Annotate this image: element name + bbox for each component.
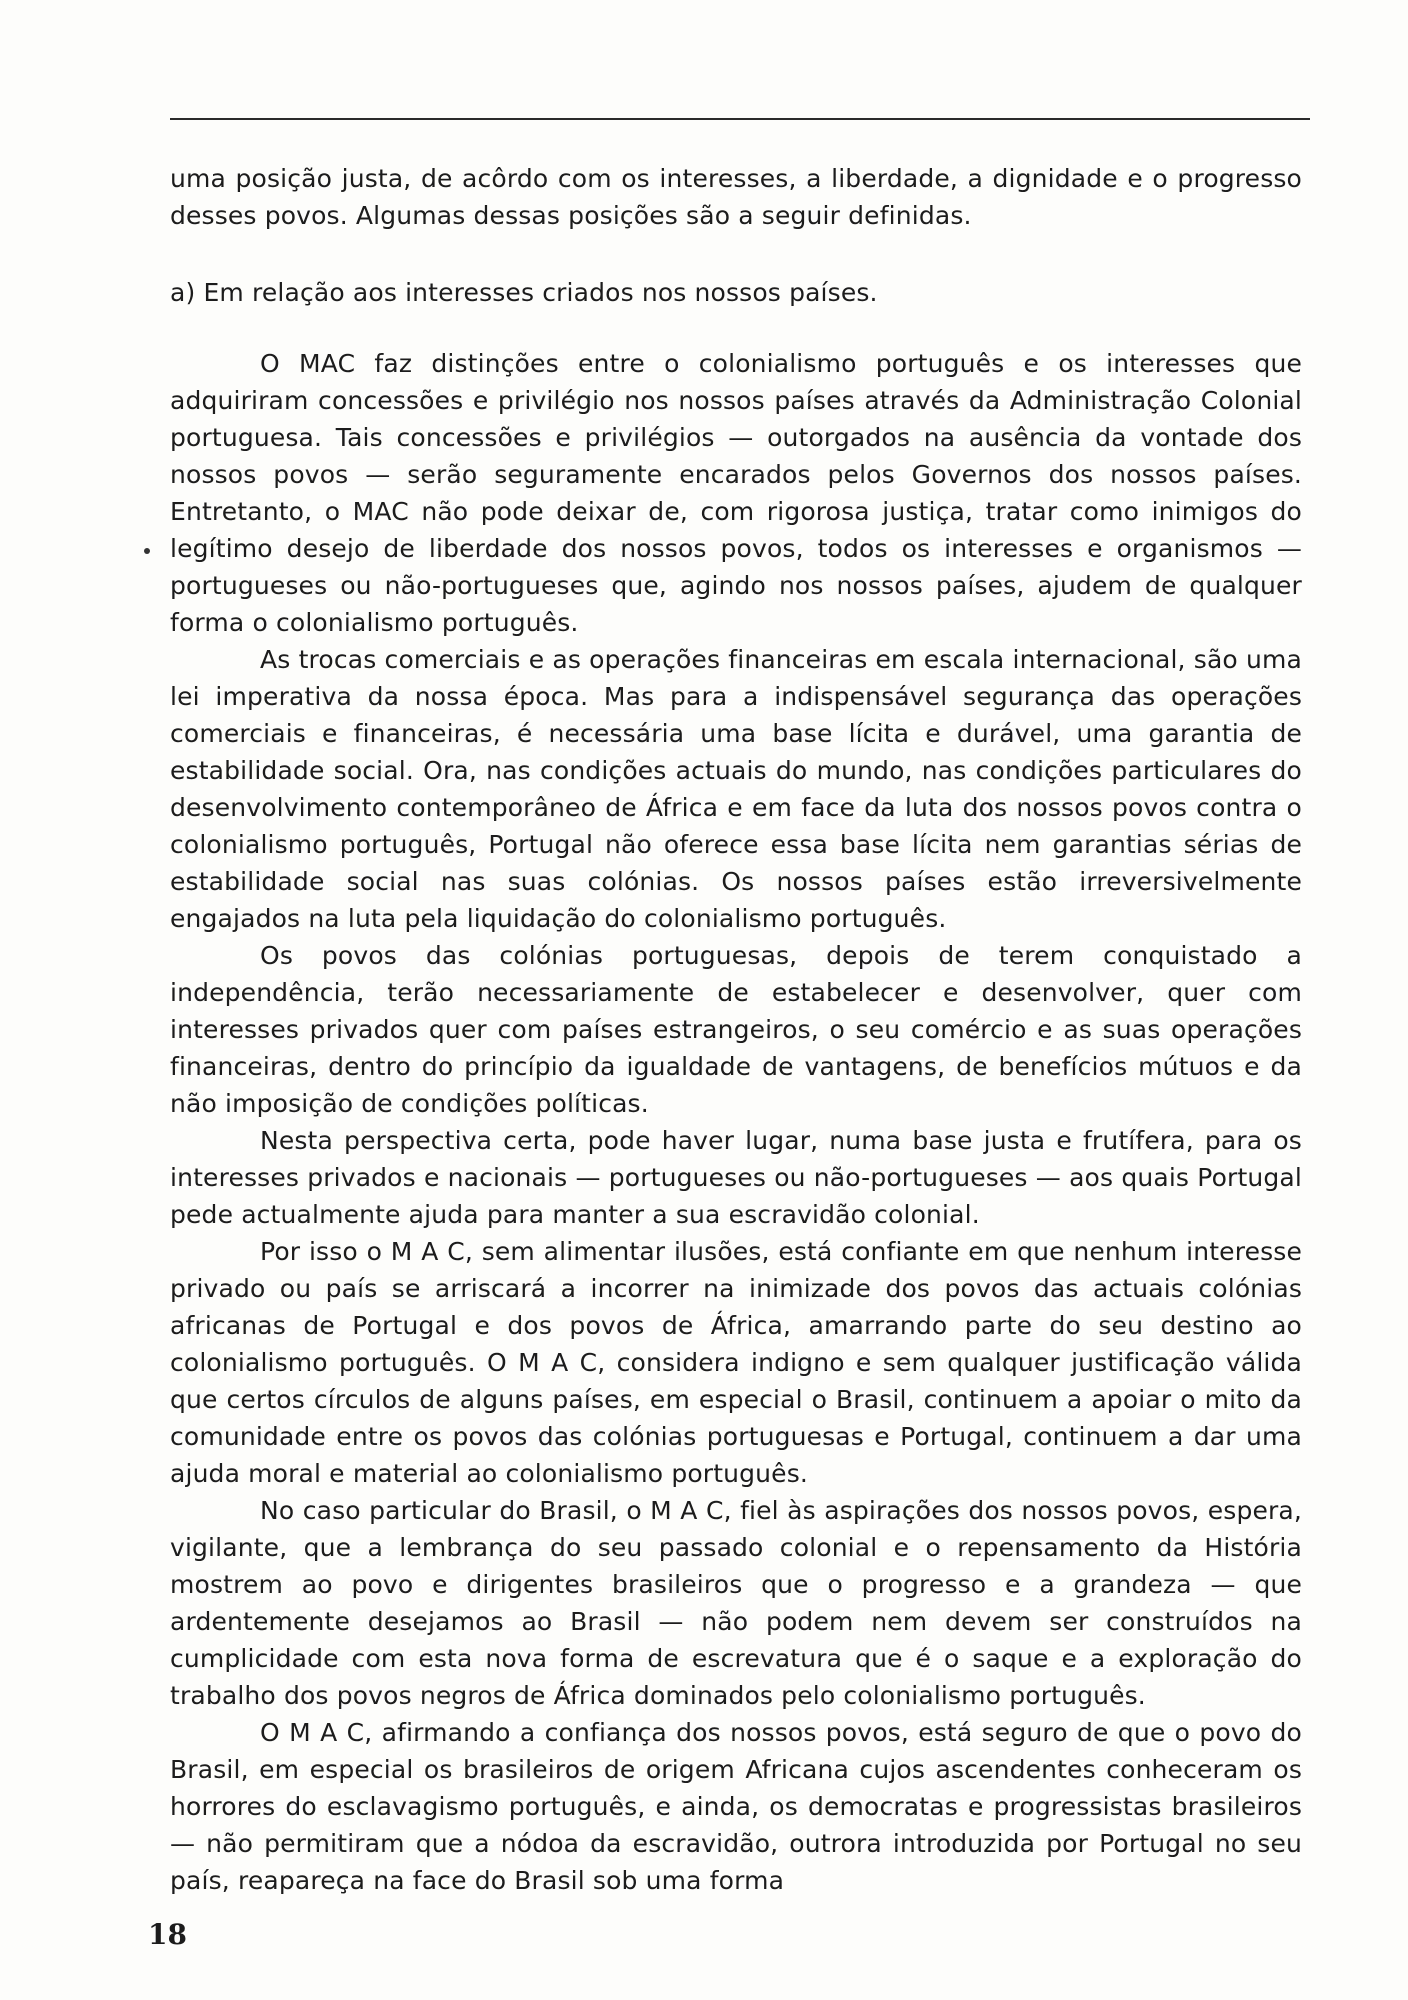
- margin-mark: [144, 548, 150, 554]
- paragraph-continuation: uma posição justa, de acôrdo com os interesses, a liberdade, a dignidade e o progresso desses povos. Algumas dessas posições são a seguir definidas.: [170, 164, 1302, 230]
- paragraph: No caso particular do Brasil, o M A C, fiel às aspirações dos nossos povos, espera, vigilante, que a lembrança do seu passado colonial e o repensamento da História mostrem ao povo e dirigentes brasileiros que o progresso e a grandeza — que ardentemente desejamos ao Brasil — não podem nem devem ser construídos na cumplicidade com esta nova forma de escrevatura que é o saque e a exploração do trabalho dos povos negros de África dominados pelo colonialismo português.: [170, 1496, 1302, 1710]
- section-heading: a) Em relação aos interesses criados nos nossos países.: [170, 278, 878, 307]
- paragraph: Por isso o M A C, sem alimentar ilusões, está confiante em que nenhum interesse privado ou país se arriscará a incorrer na inimizade dos povos das actuais colónias africanas de Portugal e dos povos de África, amarrando parte do seu destino ao colonialismo português. O M A C, considera indigno e sem qualquer justificação válida que certos círculos de alguns países, em especial o Brasil, continuem a apoiar o mito da comunidade entre os povos das colónias portuguesas e Portugal, continuem a dar uma ajuda moral e material ao colonialismo português.: [170, 1237, 1302, 1488]
- paragraph: O M A C, afirmando a confiança dos nossos povos, está seguro de que o povo do Brasil, em especial os brasileiros de origem Africana cujos ascendentes conheceram os horrores do esclavagismo português, e ainda, os democratas e progressistas brasileiros — não permitiram que a nódoa da escravidão, outrora introduzida por Portugal no seu país, reapareça na face do Brasil sob uma forma: [170, 1718, 1302, 1895]
- paragraph: As trocas comerciais e as operações financeiras em escala internacional, são uma lei imperativa da nossa época. Mas para a indispensável segurança das operações comerciais e financeiras, é necessária uma base lícita e durável, uma garantia de estabilidade social. Ora, nas condições actuais do mundo, nas condições particulares do desenvolvimento contemporâneo de África e em face da luta dos nossos povos contra o colonialismo português, Portugal não oferece essa base lícita nem garantias sérias de estabilidade social nas suas colónias. Os nossos países estão irreversivelmente engajados na luta pela liquidação do colonialismo português.: [170, 645, 1302, 933]
- page-number: 18: [148, 1918, 187, 1951]
- paragraph: O MAC faz distinções entre o colonialismo português e os interesses que adquiriram concessões e privilégio nos nossos países através da Administração Colonial portuguesa. Tais concessões e privilégios — outorgados na ausência da vontade dos nossos povos — serão seguramente encarados pelos Governos dos nossos países. Entretanto, o MAC não pode deixar de, com rigorosa justiça, tratar como inimigos do legítimo desejo de liberdade dos nossos povos, todos os interesses e organismos — portugueses ou não-portugueses que, agindo nos nossos países, ajudem de qualquer forma o colonialismo português.: [170, 349, 1302, 637]
- paragraph: Nesta perspectiva certa, pode haver lugar, numa base justa e frutífera, para os interesses privados e nacionais — portugueses ou não-portugueses — aos quais Portugal pede actualmente ajuda para manter a sua escravidão colonial.: [170, 1126, 1302, 1229]
- paragraph: Os povos das colónias portuguesas, depois de terem conquistado a independência, terão necessariamente de estabelecer e desenvolver, quer com interesses privados quer com países estrangeiros, o seu comércio e as suas operações financeiras, dentro do princípio da igualdade de vantagens, de benefícios mútuos e da não imposição de condições políticas.: [170, 941, 1302, 1118]
- header-rule: [170, 118, 1310, 120]
- body-text: [170, 160, 1302, 1899]
